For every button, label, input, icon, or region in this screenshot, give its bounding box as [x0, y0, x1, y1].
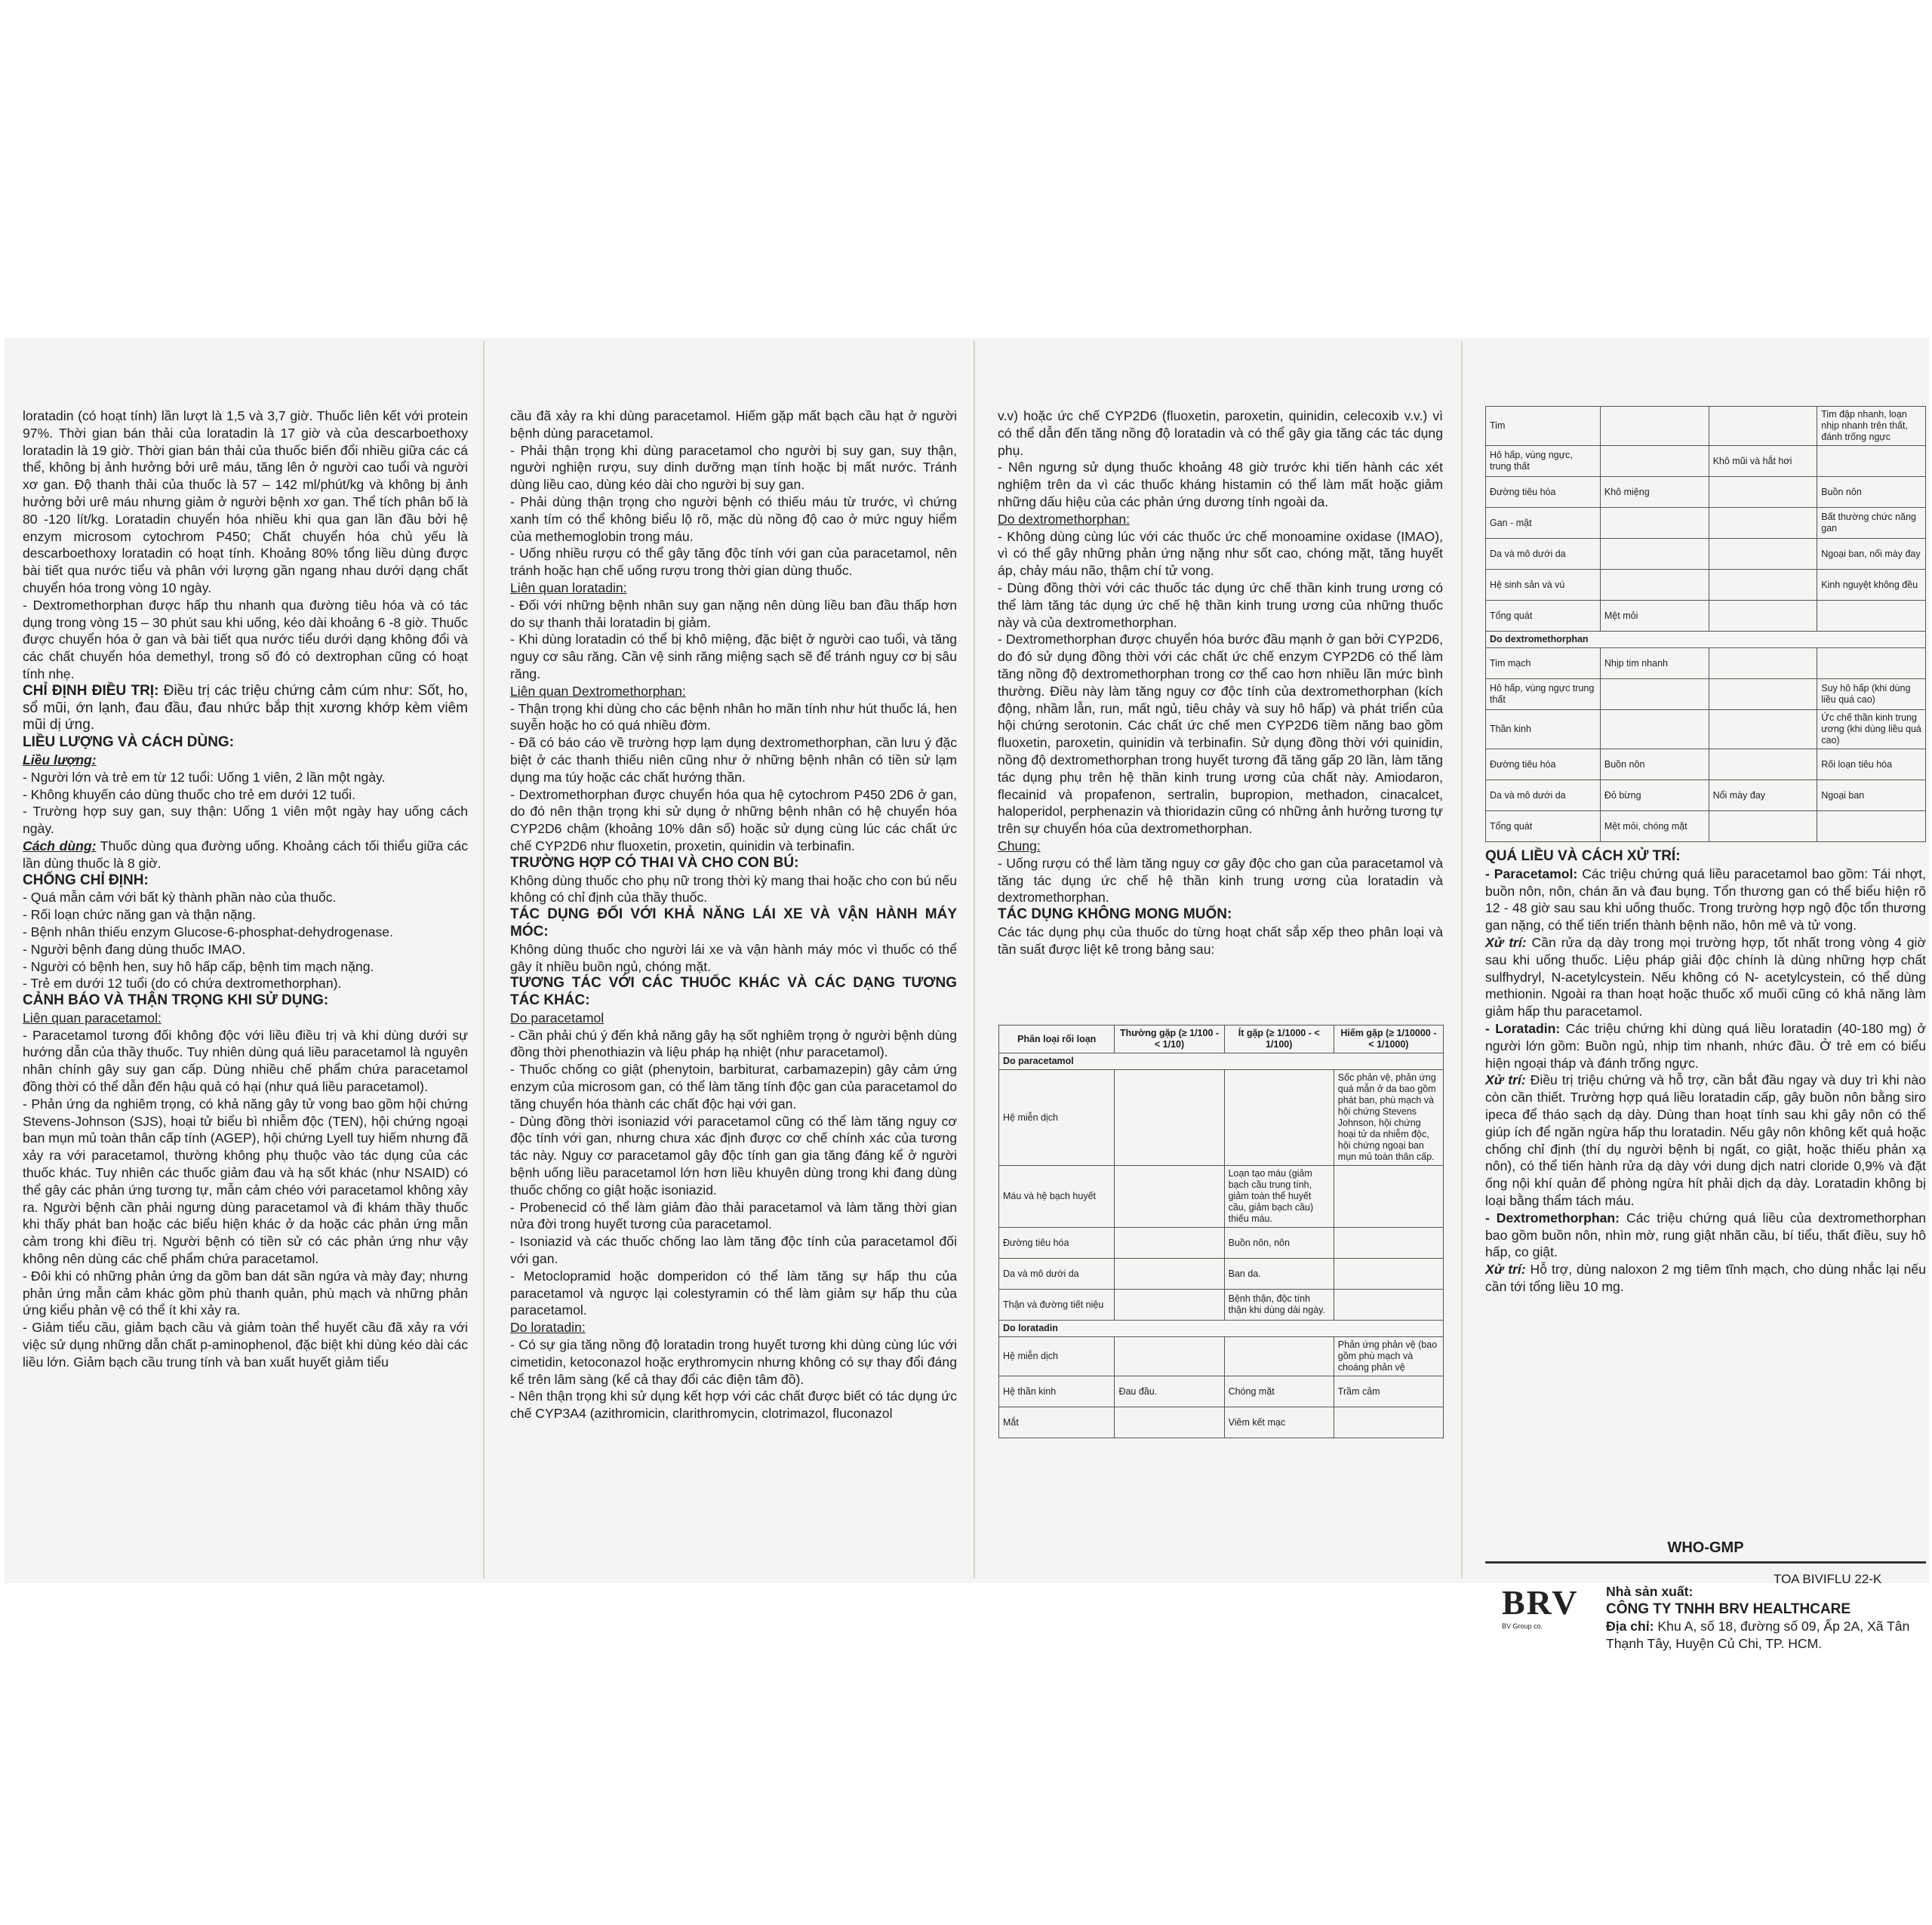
table-cell: Nổi mày đay	[1709, 780, 1817, 811]
paragraph: - Rối loạn chức năng gan và thận nặng.	[23, 907, 257, 923]
table-cell: Viêm kết mạc	[1224, 1407, 1334, 1438]
paragraph: - Người lớn và trẻ em từ 12 tuổi: Uống 1 viên, 2 lần một ngày.	[23, 769, 386, 785]
category-cell: Da và mô dưới da	[999, 1259, 1115, 1290]
text-block	[1485, 848, 1926, 866]
subheading: Liên quan Dextromethorphan:	[510, 683, 686, 699]
table-row	[1486, 508, 1926, 539]
paragraph: - Không dùng cùng lúc với các thuốc ức chế monoamine oxidase (IMAO), vì có thể gây những phản ứng nặng như sốt cao, chóng mặt, tăng huyết áp, chảy máu não, thậm chí tử vong.	[998, 528, 1443, 579]
table-row	[1486, 632, 1926, 648]
subheading: Liên quan paracetamol:	[23, 1010, 162, 1026]
table-row	[1486, 811, 1926, 842]
table-row	[1486, 648, 1926, 679]
text-body: Các triệu chứng quá liều paracetamol bao gồm: Tái nhợt, buồn nôn, nôn, chán ăn và đau bụng. Tổn thương gan có thể biểu hiện rõ 12 - 48 giờ sau sau khi uống thuốc. Trong trường hợp ngộ độc tổn thương gan nặng, có thể tiến triển thành bệnh não, hôn mê và tử vong.	[1485, 866, 1927, 933]
category-cell: Máu và hệ bạch huyết	[999, 1166, 1115, 1228]
table-cell: Mệt mỏi	[1600, 601, 1709, 632]
logo-subtext: BV Group co.	[1502, 1622, 1543, 1630]
text-block	[510, 906, 957, 941]
table-row	[1486, 407, 1926, 446]
text-block	[23, 1010, 468, 1027]
table-cell	[1817, 601, 1926, 632]
category-cell: Thận và đường tiết niệu	[999, 1290, 1115, 1321]
text-block	[23, 752, 468, 769]
table-cell: Kinh nguyệt không đều	[1817, 570, 1926, 601]
column-4	[1485, 848, 1926, 1296]
table-cell: Đau đầu.	[1115, 1376, 1224, 1407]
paragraph: - Người bệnh đang dùng thuốc IMAO.	[23, 941, 246, 957]
table-cell	[1115, 1290, 1224, 1321]
column-header: Phân loại rối loạn	[999, 1026, 1115, 1053]
subheading: Chung:	[998, 838, 1041, 853]
leaflet-code: TOA BIVIFLU 22-K	[1774, 1572, 1882, 1586]
category-cell: Hô hấp, vùng ngực trung thất	[1486, 679, 1601, 710]
paragraph: - Phải dùng thận trọng cho người bệnh có thiếu máu từ trước, vì chứng xanh tím có thể không biểu lộ rõ, mặc dù nồng độ cao ở mức nguy hiểm của methemoglobin trong máu.	[510, 494, 957, 544]
table-cell: Khô mũi và hắt hơi	[1709, 446, 1817, 477]
table-cell	[1709, 508, 1817, 539]
paragraph: Không dùng thuốc cho phụ nữ trong thời kỳ mang thai hoặc cho con bú nếu không có chỉ định của thầy thuốc.	[510, 872, 957, 906]
address-text: Khu A, số 18, đường số 09, Ấp 2A, Xã Tân Thạnh Tây, Huyện Củ Chi, TP. HCM.	[1606, 1619, 1910, 1651]
category-cell: Đường tiêu hóa	[1486, 749, 1601, 780]
table-cell: Buồn nôn, nôn	[1224, 1228, 1334, 1259]
ingredient-label: - Paracetamol:	[1485, 866, 1578, 881]
table-cell	[1600, 407, 1709, 446]
table-cell: Bất thường chức năng gan	[1817, 508, 1926, 539]
text-block	[510, 580, 957, 597]
ingredient-label: - Dextromethorphan:	[1485, 1210, 1620, 1225]
section-heading: CHỐNG CHỈ ĐỊNH:	[23, 872, 149, 888]
subheading: Cách dùng:	[23, 838, 97, 853]
paragraph: - Có sự gia tăng nồng độ loratadin trong huyết tương khi dùng cùng lúc với cimetidin, ketoconazol hoặc erythromycin nhưng không có sự thay đổi đáng kể trên lâm sàng (kể cả thay đổi các điện tâm đồ).	[510, 1337, 957, 1387]
category-cell: Tổng quát	[1486, 811, 1601, 842]
table-cell: Rối loạn tiêu hóa	[1817, 749, 1926, 780]
table-cell	[1334, 1166, 1443, 1228]
paragraph: - Thận trọng khi dùng cho các bệnh nhân ho mãn tính như hút thuốc lá, hen suyễn hoặc ho có quá nhiều đờm.	[510, 700, 957, 733]
text-block	[1485, 1072, 1926, 1209]
category-cell: Tim mạch	[1486, 648, 1601, 679]
table-row	[1486, 780, 1926, 811]
fold-line	[1461, 341, 1463, 1579]
table-row	[999, 1376, 1444, 1407]
column-1	[23, 407, 468, 1371]
paragraph: - Isoniazid và các thuốc chống lao làm tăng độc tính của paracetamol đối với gan.	[510, 1234, 957, 1267]
paragraph: - Paracetamol tương đối không độc với liều điều trị và khi dùng dưới sự hướng dẫn của thầy thuốc. Tuy nhiên dùng quá liều paracetamol là nguyên nhân chính gây suy gan cấp. Dùng nhiều chế phẩm chứa paracetamol đồng thời có thể dẫn đến hậu quả có hại (như quá liều paracetamol).	[23, 1027, 468, 1095]
table-cell: Buồn nôn	[1817, 477, 1926, 508]
ingredient-label: - Loratadin:	[1485, 1020, 1561, 1036]
category-cell: Tim	[1486, 407, 1601, 446]
treatment-label: Xử trí:	[1485, 1072, 1526, 1088]
side-effects-table	[998, 1025, 1444, 1438]
side-effects-table-continued	[1485, 406, 1926, 842]
table-row	[1486, 679, 1926, 710]
group-row: Do loratadin	[999, 1321, 1444, 1337]
section-heading: CẢNH BÁO VÀ THẬN TRỌNG KHI SỬ DỤNG:	[23, 992, 329, 1009]
paragraph: - Nên ngưng sử dụng thuốc khoảng 48 giờ trước khi tiến hành các xét nghiệm trên da vì các thuốc kháng histamin có thể làm mất hoặc giảm những dấu hiệu của các phản ứng dương tính ngoài da.	[998, 460, 1443, 509]
text-block	[510, 1319, 957, 1336]
table-cell: Chóng mặt	[1224, 1376, 1334, 1407]
category-cell: Hô hấp, vùng ngực, trung thất	[1486, 446, 1601, 477]
table-cell	[1600, 508, 1709, 539]
text-block	[1485, 866, 1926, 934]
paragraph: - Đôi khi có những phản ứng da gồm ban dát sần ngứa và mày đay; nhưng phản ứng mẫn cảm khác gồm phù thanh quản, phù mạch và những phản ứng kiểu phản vệ có thể ít khi xảy ra.	[23, 1268, 468, 1318]
table-row	[999, 1228, 1444, 1259]
paragraph: - Thuốc chống co giật (phenytoin, barbiturat, carbamazepin) gây cảm ứng enzym của microsom gan, có thể làm tăng tính độc gan của paracetamol do tăng chuyển hóa thành các chất độc hại với gan.	[510, 1062, 957, 1112]
column-header: Hiếm gặp (≥ 1/10000 - < 1/1000)	[1334, 1026, 1443, 1053]
table-row	[999, 1070, 1444, 1166]
text-block	[23, 872, 468, 890]
table-cell	[1709, 570, 1817, 601]
table-cell: Khô miệng	[1600, 477, 1709, 508]
table-row	[1486, 477, 1926, 508]
table-row	[1486, 539, 1926, 570]
address	[1606, 1618, 1930, 1653]
category-cell: Gan - mật	[1486, 508, 1601, 539]
text-block	[998, 511, 1443, 528]
treatment-label: Xử trí:	[1485, 934, 1527, 950]
table-cell	[1224, 1337, 1334, 1376]
text-body: Điều trị triệu chứng và hỗ trợ, cần bắt đầu ngay và duy trì khi nào còn cần thiết. Trường hợp quá liều loratadin cấp, gây buồn nôn bằng siro ipeca để tháo sạch dạ dày. Dùng than hoạt tính sau khi gây nôn có thể giúp ích để ngăn ngừa hấp thu loratadin. Nếu gây nôn không kết quả hoặc chống chỉ định (thí dụ người bệnh bị ngất, co giật, hoặc thiếu phản xạ nôn), có thể tiến hành rửa dạ dày với dung dịch natri cloride 0,9% và đặt ống nội khí quản để phòng ngừa hít phải dịch dạ dày. Loratadin không bị loại bằng thẩm tách máu.	[1485, 1072, 1926, 1208]
text-body: Các triệu chứng quá liều của dextromethorphan bao gồm buồn nôn, nhìn mờ, rung giật nhãn cầu, bí tiểu, thất điều, suy hô hấp, co giật.	[1485, 1210, 1926, 1260]
text-block	[23, 683, 468, 734]
table-cell	[1709, 648, 1817, 679]
section-heading: TÁC DỤNG ĐỐI VỚI KHẢ NĂNG LÁI XE VÀ VẬN HÀNH MÁY MÓC:	[510, 906, 957, 939]
table-cell	[1709, 811, 1817, 842]
section-heading: TƯƠNG TÁC VỚI CÁC THUỐC KHÁC VÀ CÁC DẠNG TƯƠNG TÁC KHÁC:	[510, 975, 957, 1009]
table-cell: Bệnh thận, độc tính thận khi dùng dài ngày.	[1224, 1290, 1334, 1321]
text-block	[23, 838, 468, 872]
table-cell	[1115, 1407, 1224, 1438]
group-row: Do dextromethorphan	[1486, 632, 1926, 648]
table-cell: Buồn nôn	[1600, 749, 1709, 780]
table-cell	[1817, 648, 1926, 679]
table-cell: Đỏ bừng	[1600, 780, 1709, 811]
table-cell: Ngoại ban	[1817, 780, 1926, 811]
table-row	[999, 1407, 1444, 1438]
category-cell: Thần kinh	[1486, 710, 1601, 749]
table-cell	[1600, 446, 1709, 477]
table-cell	[1115, 1070, 1224, 1166]
table-cell: Phản ứng phản vệ (bao gồm phù mạch và choáng phản vệ	[1334, 1337, 1443, 1376]
table-row	[1486, 749, 1926, 780]
table-cell: Trầm cảm	[1334, 1376, 1443, 1407]
section-heading: CHỈ ĐỊNH ĐIỀU TRỊ:	[23, 682, 159, 699]
table-cell	[1709, 477, 1817, 508]
subheading: Do loratadin:	[510, 1320, 586, 1336]
table-row	[999, 1053, 1444, 1070]
table-cell	[1709, 749, 1817, 780]
paragraph: - Phải thận trọng khi dùng paracetamol cho người bị suy gan, suy thận, người nghiện rượu, suy dinh dưỡng mạn tính hoặc bị mất nước. Tránh dùng liều cao, dùng kéo dài cho người bị suy gan.	[510, 442, 957, 493]
table-row	[999, 1321, 1444, 1337]
table-cell	[1115, 1166, 1224, 1228]
text-body: Hỗ trợ, dùng naloxon 2 mg tiêm tĩnh mạch, cho dùng nhắc lại nếu cần tới tổng liều 10 mg.	[1485, 1262, 1926, 1294]
category-cell: Hệ miễn dịch	[999, 1337, 1115, 1376]
table-cell: Ngoại ban, nổi mày đay	[1817, 539, 1926, 570]
category-cell: Đường tiêu hóa	[1486, 477, 1601, 508]
column-header: Ít gặp (≥ 1/1000 - < 1/100)	[1224, 1026, 1334, 1053]
table-row	[999, 1290, 1444, 1321]
table-cell	[1334, 1259, 1443, 1290]
group-row: Do paracetamol	[999, 1053, 1444, 1070]
category-cell: Hệ miễn dịch	[999, 1070, 1115, 1166]
category-cell: Da và mô dưới da	[1486, 780, 1601, 811]
table-cell	[1600, 710, 1709, 749]
who-gmp-label: WHO-GMP	[1485, 1539, 1926, 1564]
table-cell	[1600, 679, 1709, 710]
text-block	[1485, 1261, 1926, 1296]
table-cell	[1334, 1228, 1443, 1259]
category-cell: Da và mô dưới da	[1486, 539, 1601, 570]
treatment-label: Xử trí:	[1485, 1262, 1526, 1278]
table-row	[1486, 710, 1926, 749]
paragraph: - Không khuyến cáo dùng thuốc cho trẻ em dưới 12 tuổi.	[23, 786, 355, 802]
table-cell: Nhịp tim nhanh	[1600, 648, 1709, 679]
table-cell	[1709, 710, 1817, 749]
text-block	[998, 838, 1443, 855]
category-cell: Tổng quát	[1486, 601, 1601, 632]
maker-label: Nhà sản xuất:	[1606, 1584, 1694, 1599]
table-row	[999, 1259, 1444, 1290]
section-heading: TÁC DỤNG KHÔNG MONG MUỐN:	[998, 906, 1232, 923]
subheading: Liên quan loratadin:	[510, 580, 627, 595]
table-cell	[1709, 407, 1817, 446]
paragraph: v.v) hoặc ức chế CYP2D6 (fluoxetin, paroxetin, quinidin, celecoxib v.v.) vì có thể dẫn đến tăng nồng độ loratadin và có thể gây gia tăng các tác dụng phụ.	[998, 408, 1443, 458]
paragraph: - Dextromethorphan được chuyển hóa bước đầu mạnh ở gan bởi CYP2D6, do đó sử dụng đồng thời với các chất ức chế enzym CYP2D6 có thể làm tăng nồng độ dextromethorphan trong cơ thể cao hơn nhiều lần mức bình thường. Điều này làm tăng nguy cơ độc tính của dextromethorphan (kích động, nhầm lẫn, run, mất ngủ, tiêu chảy và suy hô hấp) và phát triển của hội chứng serotonin. Các chất ức chế men CYP2D6 tiềm năng bao gồm fluoxetin, paroxetin, quinidin và terbinafin. Sử dụng đồng thời với quinidin, nồng độ dextromethorphan trong huyết tương đã tăng gấp 20 lần, làm tăng tác dụng phụ trên hệ thần kinh trung ương của chất này. Amiodaron, flecainid và propafenon, sertralin, bupropion, methadon, cinacalcet, haloperidol, perphenazin và thioridazin cũng có những ảnh hưởng tương tự trên sự chuyển hóa của dextromethorphan.	[998, 632, 1443, 837]
paragraph: - Uống rượu có thể làm tăng nguy cơ gây độc cho gan của paracetamol và tăng tác dụng ức chế hệ thần kinh trung ương của loratadin và dextromethorphan.	[998, 855, 1443, 906]
fold-line	[974, 341, 975, 1579]
table-cell	[1115, 1228, 1224, 1259]
paragraph: - Khi dùng loratadin có thể bị khô miệng, đặc biệt ở người cao tuổi, và tăng nguy cơ sâu răng. Cần vệ sinh răng miệng sạch sẽ để tránh nguy cơ bị sâu răng.	[510, 632, 957, 681]
paragraph: - Bệnh nhân thiếu enzym Glucose-6-phosphat-dehydrogenase.	[23, 924, 393, 939]
paragraph: - Quá mẫn cảm với bất kỳ thành phần nào của thuốc.	[23, 890, 337, 906]
paragraph: - Nên thận trọng khi sử dụng kết hợp với các chất được biết có tác dụng ức chế CYP3A4 (azithromicin, clarithromycin, clotrimazol, fluconazol	[510, 1388, 957, 1422]
manufacturer-block	[1606, 1583, 1930, 1653]
column-3	[998, 407, 1443, 958]
table-cell	[1817, 446, 1926, 477]
category-cell: Mắt	[999, 1407, 1115, 1438]
text-body: Cần rửa dạ dày trong mọi trường hợp, tốt nhất trong vòng 4 giờ sau khi uống thuốc. Liệu pháp giải độc chính là dùng những hợp chất sulfhydryl, N-acetylcystein. Nếu không có N- acetylcystein, có thể dùng methionin. Ngoài ra than hoạt hoặc thuốc xổ muối cũng có khả năng làm giảm hấp thu paracetamol.	[1485, 934, 1927, 1019]
table-cell: Tim đập nhanh, loạn nhịp nhanh trên thất, đánh trống ngực	[1817, 407, 1926, 446]
table-cell	[1709, 539, 1817, 570]
section-heading: QUÁ LIỀU VÀ CÁCH XỬ TRÍ:	[1485, 848, 1681, 864]
section-heading: TRƯỜNG HỢP CÓ THAI VÀ CHO CON BÚ:	[510, 854, 799, 871]
subheading: Do paracetamol	[510, 1010, 605, 1026]
table-cell	[1817, 811, 1926, 842]
paragraph: - Đã có báo cáo về trường hợp lạm dụng dextromethorphan, cần lưu ý đặc biệt ở các thanh thiếu niên cũng như ở những bệnh nhân có tiền sử lạm dụng ma túy hoặc các chất hướng thần.	[510, 735, 957, 785]
text-body: Thuốc dùng qua đường uống. Khoảng cách tối thiểu giữa các lần dùng thuốc là 8 giờ.	[23, 838, 468, 871]
table-cell	[1334, 1290, 1443, 1321]
column-header: Thường gặp (≥ 1/100 - < 1/10)	[1115, 1026, 1224, 1053]
table-cell	[1224, 1070, 1334, 1166]
paragraph: - Dextromethorphan được hấp thu nhanh qua đường tiêu hóa và có tác dụng trong vòng 15 – 30 phút sau khi uống, kéo dài khoảng 6 -8 giờ. Thuốc được chuyển hóa ở gan và bài tiết qua nước tiểu dưới dạng không đổi và các chất chuyển hóa demethyl, trong số đó có dextrophan cũng có hoạt tính nhẹ.	[23, 597, 468, 681]
fold-line	[483, 341, 485, 1579]
table-cell	[1600, 570, 1709, 601]
paragraph: - Phản ứng da nghiêm trọng, có khả năng gây tử vong bao gồm hội chứng Stevens-Johnson (SJS), hoại tử biểu bì nhiễm độc (TEN), hội chứng ngoại ban mụn mủ toàn thân cấp tính (AGEP), hội chứng Lyell tuy hiếm nhưng đã xảy ra với paracetamol, thường không phụ thuộc vào tác dụng của các thuốc khác. Tuy nhiên các thuốc giảm đau và hạ sốt khác (như NSAID) có thể gây các phản ứng tương tự, mẫn cảm chéo với paracetamol không xảy ra. Người bệnh cần phải ngưng dùng paracetamol và đi khám thầy thuốc khi thấy phát ban hoặc các biểu hiện khác ở da hoặc các phản ứng mẫn cảm trong khi điều trị. Người bệnh có tiền sử có các phản ứng như vậy không nên dùng các chế phẩm chứa paracetamol.	[23, 1096, 468, 1267]
paragraph: - Probenecid có thể làm giảm đào thải paracetamol và làm tăng thời gian nửa đời trong huyết tương của paracetamol.	[510, 1199, 957, 1232]
paragraph: - Metoclopramid hoặc domperidon có thể làm tăng sự hấp thu của paracetamol và ngược lại colestyramin có thể làm giảm sự hấp thu của paracetamol.	[510, 1268, 957, 1318]
paragraph: loratadin (có hoạt tính) lần lượt là 1,5 và 3,7 giờ. Thuốc liên kết với protein 97%. Thời gian bán thải của loratadin là 17 giờ và của descarboethoxy loratadin là 19 giờ. Thời gian bán thải của thuốc biến đổi nhiều giữa các cá thể, không bị ảnh hưởng bởi urê máu, tăng lên ở người cao tuổi và người xơ gan. Độ thanh thải của thuốc là 57 – 142 ml/phút/kg và không bị ảnh hưởng bởi urê máu nhưng giảm ở người bệnh xơ gan. Thể tích phân bố là 80 -120 lít/kg. Loratadin chuyển hóa nhiều khi qua gan lần đầu bởi hệ enzym microsom cytochrom P450; Chất chuyển hóa chủ yếu là descarboethoxy loratadin có hoạt tính. Khoảng 80% tổng liều dùng được bài tiết qua nước tiểu và phân với lượng gần ngang nhau dưới dạng chất chuyển hóa trong vòng 10 ngày.	[23, 408, 468, 595]
category-cell: Đường tiêu hóa	[999, 1228, 1115, 1259]
table-cell	[1709, 679, 1817, 710]
table-row	[1486, 601, 1926, 632]
table-header-row	[999, 1026, 1444, 1053]
table-cell: Loạn tạo máu (giảm bạch cầu trung tính, giảm toàn thể huyết cầu, giảm bạch cầu) thiếu máu.	[1224, 1166, 1334, 1228]
brv-logo	[1502, 1582, 1577, 1630]
text-body: Các triệu chứng khi dùng quá liều loratadin (40-180 mg) ở người lớn gồm: Buồn ngủ, nhịp tim nhanh, nhức đầu. Ở trẻ em có biểu hiện ngoại tháp và đánh trống ngực.	[1485, 1020, 1926, 1071]
paragraph: - Uống nhiều rượu có thể gây tăng độc tính với gan của paracetamol, nên tránh hoặc hạn chế uống rượu trong thời gian dùng thuốc.	[510, 546, 957, 579]
table-row	[1486, 446, 1926, 477]
table-cell: Ức chế thần kinh trung ương (khi dùng liều quá cao)	[1817, 710, 1926, 749]
table-cell	[1600, 539, 1709, 570]
text-block	[998, 906, 1443, 924]
paragraph: - Dùng đồng thời isoniazid với paracetamol cũng có thể làm tăng nguy cơ độc tính với gan, nhưng chưa xác định được cơ chế chính xác của tương tác này. Nguy cơ paracetamol gây độc tính gan gia tăng đáng kể ở người bệnh uống liều paracetamol lớn hơn liều khuyên dùng trong khi đang dùng thuốc chống co giật hoặc isoniazid.	[510, 1113, 957, 1198]
table-row	[1486, 570, 1926, 601]
paragraph: - Dextromethorphan được chuyển hóa qua hệ cytochrom P450 2D6 ở gan, do đó nên thận trọng khi sử dụng ở những bệnh nhân có hệ chuyển hóa CYP2D6 chậm (khoảng 10% dân số) hoặc sử dụng cùng lúc các chất ức chế CYP2D6 như fluoxetin, proxetin, quinidin và terbinafin.	[510, 786, 957, 853]
section-heading: LIỀU LƯỢNG VÀ CÁCH DÙNG:	[23, 734, 235, 751]
paragraph: - Đối với những bệnh nhân suy gan nặng nên dùng liều ban đầu thấp hơn do sự thanh thải loratadin bị giảm.	[510, 597, 957, 630]
paragraph: - Trẻ em dưới 12 tuổi (do có chứa dextromethorphan).	[23, 976, 342, 992]
column-2	[510, 407, 957, 1422]
table-row	[999, 1337, 1444, 1376]
text-block	[23, 734, 468, 752]
text-block	[23, 992, 468, 1010]
paragraph: - Cần phải chú ý đến khả năng gây hạ sốt nghiêm trọng ở người bệnh dùng đồng thời phenothiazin và liệu pháp hạ nhiệt (như paracetamol).	[510, 1027, 957, 1060]
text-block	[510, 855, 957, 872]
table-cell	[1115, 1259, 1224, 1290]
text-block	[510, 683, 957, 700]
subheading: Do dextromethorphan:	[998, 511, 1131, 527]
address-label: Địa chỉ:	[1606, 1619, 1654, 1634]
table-cell: Suy hô hấp (khi dùng liều quá cao)	[1817, 679, 1926, 710]
table-cell: Ban da.	[1224, 1259, 1334, 1290]
paragraph: - Trường hợp suy gan, suy thận: Uống 1 viên một ngày hay uống cách ngày.	[23, 804, 468, 837]
text-block	[1485, 1210, 1926, 1261]
category-cell: Hệ thần kinh	[999, 1376, 1115, 1407]
table-cell	[1334, 1407, 1443, 1438]
subheading: Liều lượng:	[23, 752, 97, 767]
table-cell	[1115, 1337, 1224, 1376]
text-block	[510, 975, 957, 1010]
table-row	[999, 1166, 1444, 1228]
paragraph: Các tác dụng phụ của thuốc do từng hoạt chất sắp xếp theo phân loại và tần suất được liệt kê trong bảng sau:	[998, 924, 1443, 957]
category-cell: Hệ sinh sản và vú	[1486, 570, 1601, 601]
logo-text: BRV	[1502, 1583, 1579, 1622]
paragraph: cầu đã xảy ra khi dùng paracetamol. Hiếm gặp mất bạch cầu hạt ở người bệnh dùng paracetamol.	[510, 408, 957, 441]
table-cell	[1709, 601, 1817, 632]
text-block	[1485, 1020, 1926, 1072]
text-body: Điều trị các triệu chứng cảm cúm như: Sốt, ho, sổ mũi, ớn lạnh, đau đầu, đau nhức bắp thịt xương khớp kèm viêm mũi dị ứng.	[23, 682, 468, 733]
table-cell: Sốc phản vệ, phản ứng quá mẫn ở da bao gồm phát ban, phù mạch và hội chứng Stevens Johnson, hội chứng hoại tử da nhiễm độc, hội chứng ngoại ban mụn mủ toàn thân cấp.	[1334, 1070, 1443, 1166]
paragraph: - Người có bệnh hen, suy hô hấp cấp, bệnh tim mạch nặng.	[23, 958, 374, 974]
text-block	[1485, 934, 1926, 1020]
paragraph: - Giảm tiểu cầu, giảm bạch cầu và giảm toàn thể huyết cầu đã xảy ra với việc sử dụng những dẫn chất p-aminophenol, đặc biệt khi dùng kéo dài các liều lớn. Giảm bạch cầu trung tính và ban xuất huyết giảm tiểu	[23, 1320, 468, 1370]
paragraph: - Dùng đồng thời với các thuốc tác dụng ức chế thần kinh trung ương có thể làm tăng tác dụng ức chế hệ thần kinh trung ương của những thuốc này và của dextromethorphan.	[998, 580, 1443, 630]
paragraph: Không dùng thuốc cho người lái xe và vận hành máy móc vì thuốc có thể gây ít nhiều buồn ngủ, chóng mặt.	[510, 941, 957, 974]
table-cell: Mệt mỏi, chóng mặt	[1600, 811, 1709, 842]
text-block	[510, 1010, 957, 1027]
company-name: CÔNG TY TNHH BRV HEALTHCARE	[1606, 1601, 1851, 1617]
